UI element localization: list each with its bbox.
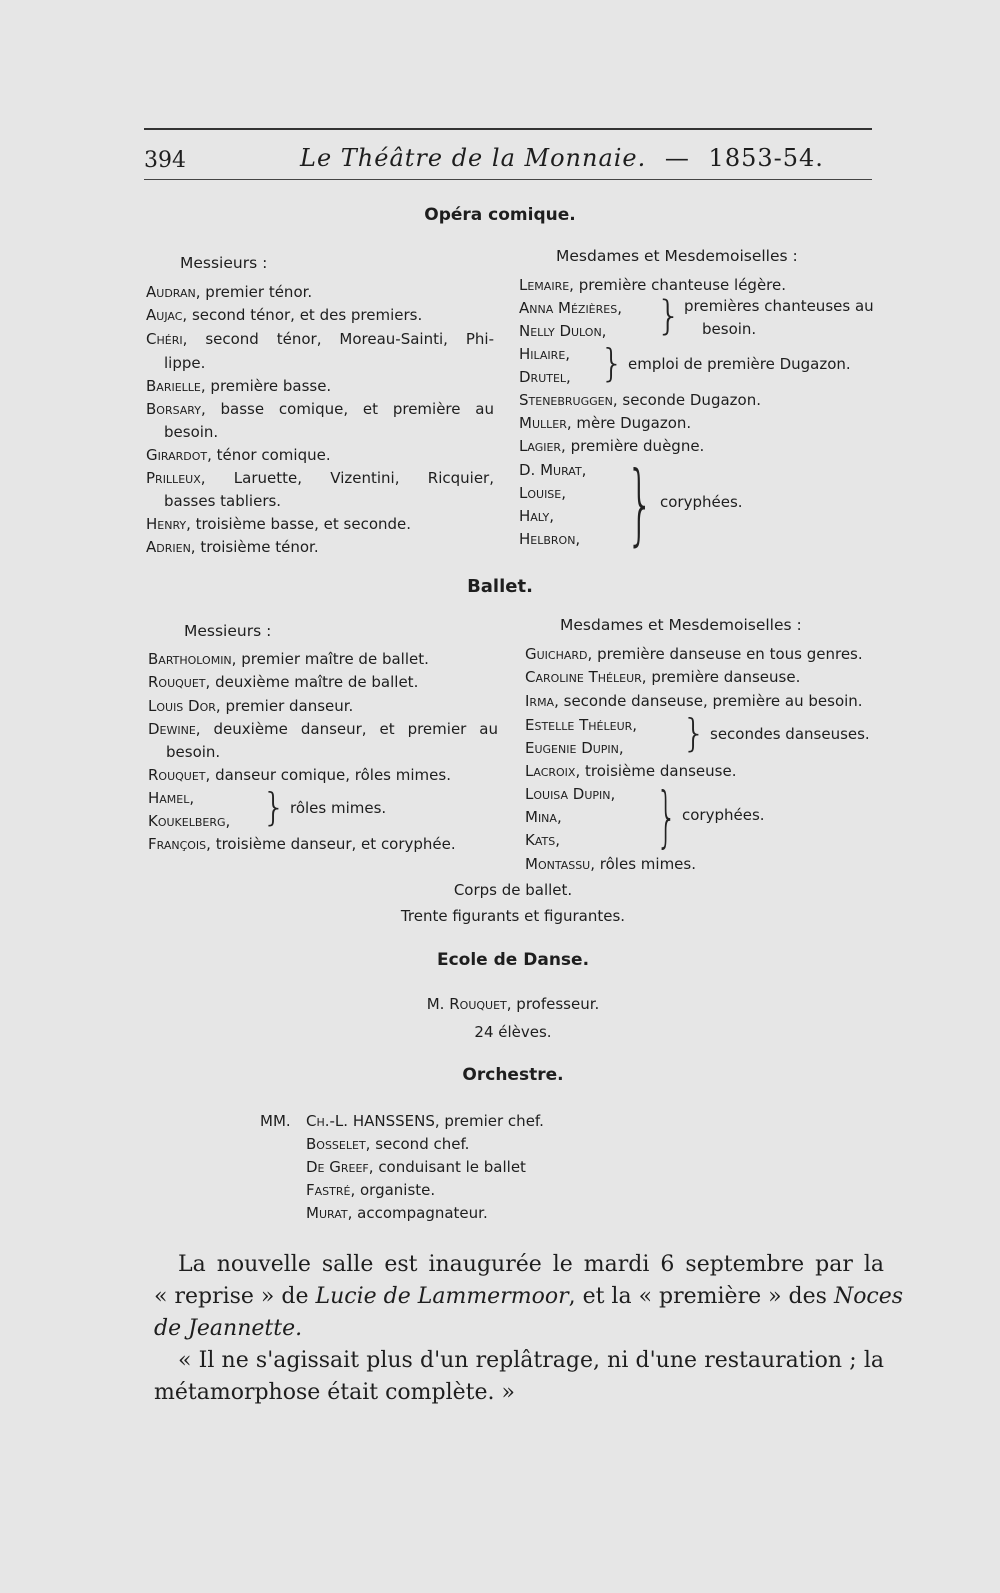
- performer-role: rôles mimes.: [599, 855, 696, 873]
- performer-name: Louis Dor,: [148, 697, 221, 715]
- performer-name: Dewine,: [148, 720, 201, 738]
- musician-name: De Greef,: [306, 1158, 374, 1176]
- header-rule-top: [144, 128, 872, 130]
- group-label: emploi de première Dugazon.: [628, 355, 851, 373]
- header-rule-bottom: [144, 179, 872, 180]
- ecole-professor: [13, 995, 1000, 1013]
- performer-name: Borsary,: [146, 400, 206, 418]
- performer-role: second ténor, Moreau-Sainti, Phi-: [205, 330, 494, 348]
- list-item: [166, 743, 220, 761]
- group-brace: }: [262, 785, 287, 829]
- group-brace: }: [682, 711, 707, 755]
- list-item: [146, 283, 312, 301]
- list-item: [519, 299, 622, 317]
- performer-name: Guichard,: [525, 645, 593, 663]
- performer-name: Estelle Théleur,: [525, 716, 638, 734]
- performer-name: Lacroix,: [525, 762, 581, 780]
- list-item: [525, 739, 624, 757]
- section-title-orchestre: Orchestre.: [462, 1065, 564, 1085]
- ballet-women-heading: Mesdames et Mesdemoiselles :: [560, 616, 802, 634]
- musician-role: organiste.: [360, 1181, 436, 1199]
- performer-name: Lemaire,: [519, 276, 574, 294]
- performer-role: troisième ténor.: [200, 538, 319, 556]
- list-item: [146, 400, 494, 418]
- performer-role: troisième danseuse.: [585, 762, 737, 780]
- performer-name: Haly,: [519, 507, 554, 525]
- performer-role: première duègne.: [570, 437, 705, 455]
- prose-line-5: métamorphose était complète. »: [154, 1380, 515, 1405]
- ballet-men-heading: Messieurs :: [184, 622, 272, 640]
- group-brace: }: [600, 341, 625, 385]
- performer-name: Girardot,: [146, 446, 212, 464]
- performer-role: basse comique, et première au: [220, 400, 494, 418]
- list-item: [519, 391, 761, 409]
- list-item: [525, 716, 637, 734]
- list-item: [148, 789, 194, 807]
- performer-role: première danseuse en tous genres.: [597, 645, 863, 663]
- list-item: [519, 437, 704, 455]
- opera-men-heading: Messieurs :: [180, 254, 268, 272]
- list-item: [164, 492, 281, 510]
- section-title-ballet: Ballet.: [467, 576, 533, 597]
- corps-de-ballet: Corps de ballet.: [453, 881, 573, 899]
- list-item: [519, 368, 571, 386]
- list-item: [306, 1204, 488, 1222]
- list-item: [148, 720, 498, 738]
- list-item: [525, 692, 863, 710]
- list-item: [525, 855, 696, 873]
- opera-women-heading: Mesdames et Mesdemoiselles :: [556, 247, 798, 265]
- performer-role: première danseuse.: [651, 668, 801, 686]
- group-brace: }: [626, 452, 654, 555]
- performer-role: seconde Dugazon.: [622, 391, 761, 409]
- group-label: coryphées.: [660, 493, 743, 511]
- list-item: [519, 322, 606, 340]
- list-item: [164, 423, 218, 441]
- list-item: [519, 507, 554, 525]
- performer-name: Mina,: [525, 808, 562, 826]
- list-item: [164, 354, 205, 372]
- list-item: [146, 377, 331, 395]
- performer-name: François,: [148, 835, 211, 853]
- running-title-text: Le Théâtre de la Monnaie.: [300, 144, 647, 172]
- performer-name: Prilleux,: [146, 469, 206, 487]
- performer-name: Irma,: [525, 692, 559, 710]
- performer-name: Lagier,: [519, 437, 566, 455]
- list-item: [519, 345, 570, 363]
- list-item: [148, 650, 429, 668]
- performer-name: Aujac,: [146, 306, 188, 324]
- performer-name: Stenebruggen,: [519, 391, 618, 409]
- group-label: rôles mimes.: [290, 799, 387, 817]
- list-item: [525, 645, 863, 663]
- performer-role: premier ténor.: [205, 283, 313, 301]
- performer-role: mère Dugazon.: [576, 414, 692, 432]
- performer-name: Eugenie Dupin,: [525, 739, 624, 757]
- list-item: [519, 414, 691, 432]
- performer-role: besoin.: [164, 423, 219, 441]
- performer-name: Bartholomin,: [148, 650, 237, 668]
- performer-role: première chanteuse légère.: [578, 276, 787, 294]
- group-label: secondes danseuses.: [710, 725, 870, 743]
- performer-role: deuxième danseur, et premier au: [213, 720, 498, 738]
- performer-name: Rouquet,: [148, 673, 211, 691]
- performer-role: troisième basse, et seconde.: [195, 515, 412, 533]
- list-item: [525, 668, 800, 686]
- performer-name: Nelly Dulon,: [519, 322, 607, 340]
- performer-name: Kats,: [525, 831, 560, 849]
- prose-text: , et la « première » des: [568, 1284, 834, 1309]
- section-title-ecole: Ecole de Danse.: [436, 950, 590, 970]
- list-item: [146, 515, 411, 533]
- prof-prefix: M.: [426, 995, 445, 1013]
- list-item: [148, 835, 456, 853]
- musician-role: second chef.: [375, 1135, 470, 1153]
- list-item: [525, 831, 560, 849]
- performer-name: Koukelberg,: [148, 812, 231, 830]
- list-item: [306, 1181, 435, 1199]
- performer-role: seconde danseuse, première au besoin.: [563, 692, 863, 710]
- musician-name: Ch.-L. HANSSENS,: [306, 1112, 440, 1130]
- page-number: 394: [144, 148, 186, 173]
- performer-role: danseur comique, rôles mimes.: [215, 766, 451, 784]
- performer-role: première basse.: [210, 377, 332, 395]
- running-title-years: 1853-54.: [708, 144, 824, 172]
- group-label: besoin.: [702, 320, 757, 338]
- performer-name: Rouquet,: [148, 766, 211, 784]
- running-title: [300, 144, 824, 172]
- performer-name: Helbron,: [519, 530, 581, 548]
- performer-name: Muller,: [519, 414, 572, 432]
- list-item: [148, 697, 353, 715]
- musician-role: premier chef.: [444, 1112, 544, 1130]
- list-item: [519, 461, 586, 479]
- performer-role: deuxième maître de ballet.: [215, 673, 419, 691]
- prof-role: professeur.: [516, 995, 600, 1013]
- list-item: [519, 276, 786, 294]
- performer-role: second ténor, et des premiers.: [191, 306, 423, 324]
- performer-name: Henry,: [146, 515, 191, 533]
- group-brace: }: [656, 778, 677, 855]
- performer-name: Hilaire,: [519, 345, 571, 363]
- orchestre-prefix: MM.: [260, 1112, 291, 1130]
- performer-name: Audran,: [146, 283, 201, 301]
- performer-role: lippe.: [164, 354, 206, 372]
- group-brace: }: [656, 293, 682, 339]
- performer-role: ténor comique.: [216, 446, 331, 464]
- prose-line-2: [154, 1284, 904, 1309]
- performer-name: Louise,: [519, 484, 567, 502]
- performer-role: troisième danseur, et coryphée.: [215, 835, 456, 853]
- prose-title-noces: Noces: [833, 1284, 904, 1309]
- performer-role: premier maître de ballet.: [241, 650, 429, 668]
- prose-line-4: « Il ne s'agissait plus d'un replâtrage, ni d'une restauration ; la: [178, 1348, 884, 1373]
- prose-title-lucie: Lucie de Lammermoor: [315, 1284, 569, 1309]
- performer-name: Chéri,: [146, 330, 188, 348]
- group-label: premières chanteuses au: [684, 297, 874, 315]
- list-item: [525, 762, 736, 780]
- musician-role: accompagnateur.: [357, 1204, 488, 1222]
- list-item: [519, 530, 580, 548]
- prose-line-3: de Jeannette.: [154, 1316, 303, 1341]
- musician-role: conduisant le ballet: [378, 1158, 526, 1176]
- performer-role: premier danseur.: [225, 697, 354, 715]
- list-item: [148, 673, 418, 691]
- prof-name: Rouquet,: [449, 995, 512, 1013]
- performer-name: Anna Mézières,: [519, 299, 622, 317]
- performer-name: Louisa Dupin,: [525, 785, 616, 803]
- list-item: [306, 1158, 526, 1176]
- section-title-opera: Opéra comique.: [424, 205, 576, 225]
- performer-name: Montassu,: [525, 855, 596, 873]
- prose-text: « reprise » de: [154, 1284, 316, 1309]
- musician-name: Fastré,: [306, 1181, 356, 1199]
- list-item: [306, 1135, 469, 1153]
- list-item: [146, 306, 422, 324]
- performer-name: Drutel,: [519, 368, 571, 386]
- list-item: [148, 766, 451, 784]
- list-item: [146, 538, 319, 556]
- list-item: [306, 1112, 544, 1130]
- list-item: [525, 785, 615, 803]
- performer-name: Hamel,: [148, 789, 195, 807]
- performer-name: Adrien,: [146, 538, 196, 556]
- performer-role: basses tabliers.: [164, 492, 282, 510]
- musician-name: Bosselet,: [306, 1135, 371, 1153]
- list-item: [525, 808, 562, 826]
- performer-name: D. Murat,: [519, 461, 587, 479]
- musician-name: Murat,: [306, 1204, 353, 1222]
- figurants: Trente figurants et figurantes.: [400, 907, 626, 925]
- running-title-dash: —: [664, 144, 690, 172]
- ecole-eleves: 24 élèves.: [474, 1023, 552, 1041]
- list-item: [519, 484, 566, 502]
- performer-role: besoin.: [166, 743, 221, 761]
- performer-name: Caroline Théleur,: [525, 668, 647, 686]
- performer-role: Laruette, Vizentini, Ricquier,: [233, 469, 494, 487]
- performer-name: Barielle,: [146, 377, 206, 395]
- list-item: [146, 446, 331, 464]
- list-item: [146, 469, 494, 487]
- group-label: coryphées.: [682, 806, 765, 824]
- list-item: [146, 330, 494, 348]
- prose-line-1: La nouvelle salle est inaugurée le mardi 6 septembre par la: [178, 1252, 884, 1277]
- list-item: [148, 812, 230, 830]
